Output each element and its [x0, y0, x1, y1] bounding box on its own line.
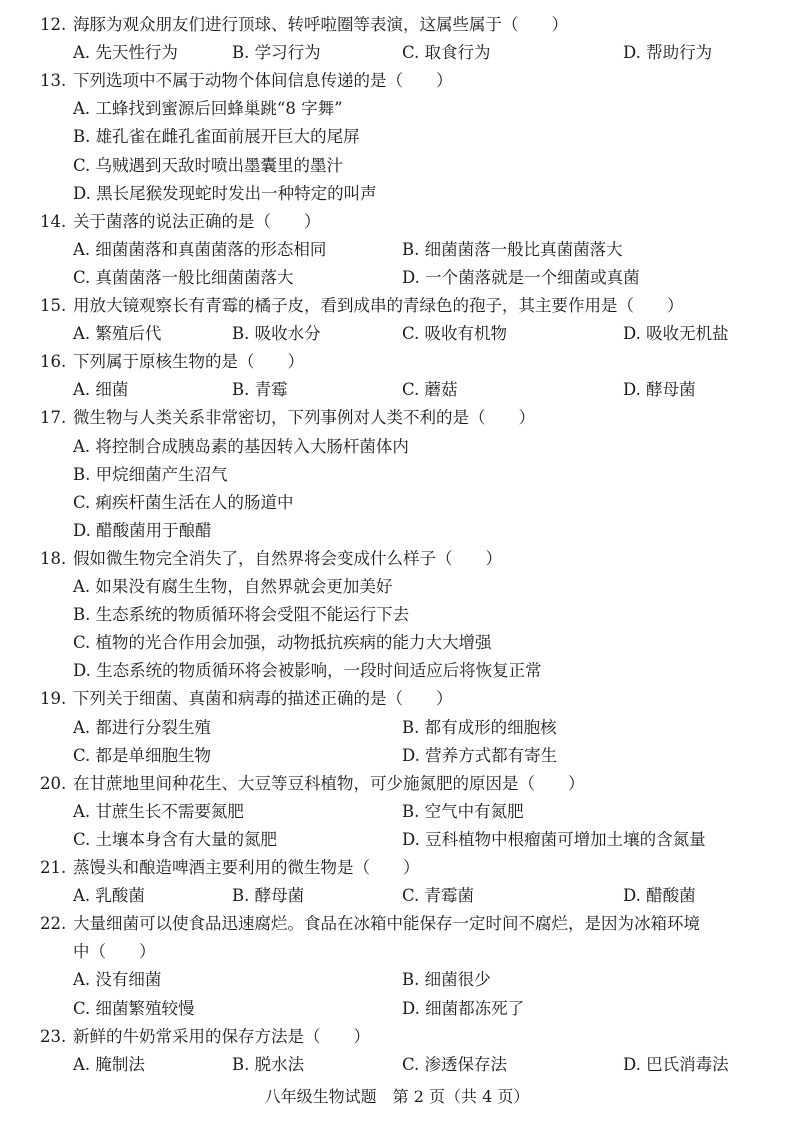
question-number: 23. [40, 1026, 67, 1046]
answer-option: A. 细菌 [73, 380, 129, 400]
question-stem: 海豚为观众朋友们进行顶球、转呼啦圈等表演，这属些属于（ ） [73, 15, 568, 34]
question-stem-line [0, 292, 794, 320]
question-stem-line [0, 685, 794, 713]
question-stem-line [0, 404, 794, 432]
answer-option: A. 细菌菌落和真菌菌落的形态相同 [73, 239, 327, 259]
options-row [0, 320, 794, 348]
question-stem: 假如微生物完全消失了，自然界将会变成什么样子（ ） [73, 548, 502, 568]
question-stem: 微生物与人类关系非常密切，下列事例对人类不利的是（ ） [73, 408, 535, 428]
question-stem-line [0, 545, 794, 573]
answer-option: C. 都是单细胞生物 [73, 745, 212, 765]
answer-option: C. 青霉菌 [402, 886, 475, 906]
answer-option: B. 脱水法 [232, 1054, 305, 1074]
options-row [0, 180, 794, 208]
answer-option: A. 腌制法 [73, 1054, 145, 1074]
question-number: 18. [40, 548, 67, 568]
answer-option: C. 真菌菌落一般比细菌菌落大 [73, 267, 294, 287]
options-row [0, 995, 794, 1023]
question-stem: 下列关于细菌、真菌和病毒的描述正确的是（ ） [73, 689, 453, 709]
answer-option: D. 吸收无机盐 [623, 324, 729, 344]
question-number: 20. [40, 773, 67, 793]
answer-option: D. 巴氏消毒法 [623, 1054, 729, 1074]
answer-option: B. 学习行为 [232, 43, 321, 63]
answer-option: B. 细菌菌落一般比真菌菌落大 [402, 239, 623, 259]
options-row [0, 433, 794, 461]
question-stem-line [0, 208, 794, 236]
options-row [0, 882, 794, 910]
options-row [0, 489, 794, 517]
question-stem: 大量细菌可以使食品迅速腐烂。食品在冰箱中能保存一定时间不腐烂，是因为冰箱环境 [73, 914, 700, 934]
question-stem: 中（ ） [73, 942, 156, 962]
options-row [0, 742, 794, 770]
options-row [0, 95, 794, 123]
question-stem-line [0, 67, 794, 95]
question-number: 13. [40, 71, 67, 91]
answer-option: C. 细菌繁殖较慢 [73, 998, 195, 1018]
question-number: 21. [40, 858, 67, 877]
question-number: 15. [40, 296, 67, 315]
question-number: 16. [40, 352, 67, 372]
options-row [0, 264, 794, 292]
answer-option: A. 将控制合成胰岛素的基因转入大肠杆菌体内 [73, 436, 409, 456]
question-stem-line [0, 11, 794, 39]
answer-option: D. 醋酸菌 [623, 886, 696, 906]
question-number: 19. [40, 689, 67, 709]
options-row [0, 461, 794, 489]
question-stem-line [0, 348, 794, 376]
answer-option: B. 甲烷细菌产生沼气 [73, 464, 228, 484]
answer-option: C. 痢疾杆菌生活在人的肠道中 [73, 492, 294, 512]
answer-option: D. 豆科植物中根瘤菌可增加土壤的含氮量 [402, 829, 706, 849]
answer-option: A. 工蜂找到蜜源后回蜂巢跳“8 字舞” [73, 99, 343, 119]
answer-option: B. 酵母菌 [232, 886, 305, 906]
answer-option: D. 营养方式都有寄生 [402, 745, 558, 765]
answer-option: C. 乌贼遇到天敌时喷出墨囊里的墨汁 [73, 155, 344, 175]
answer-option: A. 都进行分裂生殖 [73, 717, 211, 737]
answer-option: A. 繁殖后代 [73, 324, 162, 344]
options-row [0, 152, 794, 180]
options-row [0, 798, 794, 826]
question-stem: 用放大镜观察长有青霉的橘子皮，看到成串的青绿色的孢子，其主要作用是（ ） [73, 296, 684, 315]
answer-option: D. 细菌都冻死了 [402, 998, 525, 1018]
options-row [0, 236, 794, 264]
answer-option: C. 植物的光合作用会加强，动物抵抗疾病的能力大大增强 [73, 633, 492, 653]
question-stem: 下列选项中不属于动物个体间信息传递的是（ ） [73, 71, 453, 91]
options-row [0, 39, 794, 67]
answer-option: B. 都有成形的细胞核 [402, 717, 557, 737]
options-row [0, 966, 794, 994]
options-row [0, 517, 794, 545]
answer-option: A. 甘蔗生长不需要氮肥 [73, 801, 244, 821]
options-row [0, 573, 794, 601]
options-row [0, 657, 794, 685]
answer-option: D. 黑长尾猴发现蛇时发出一种特定的叫声 [73, 183, 377, 203]
options-row [0, 714, 794, 742]
answer-option: C. 土壤本身含有大量的氮肥 [73, 829, 278, 849]
question-stem: 新鲜的牛奶常采用的保存方法是（ ） [73, 1026, 370, 1046]
options-row [0, 629, 794, 657]
answer-option: A. 先天性行为 [73, 43, 178, 63]
answer-option: B. 吸收水分 [232, 324, 321, 344]
answer-option: B. 青霉 [232, 380, 288, 400]
answer-option: C. 取食行为 [402, 43, 491, 63]
answer-option: B. 细菌很少 [402, 970, 491, 990]
question-number: 22. [40, 914, 67, 934]
answer-option: D. 帮助行为 [623, 43, 713, 63]
question-stem-line [0, 1023, 794, 1051]
question-stem-line [0, 854, 794, 882]
answer-option: B. 雄孔雀在雌孔雀面前展开巨大的尾屏 [73, 127, 360, 147]
question-stem: 在甘蔗地里间种花生、大豆等豆科植物，可少施氮肥的原因是（ ） [73, 773, 585, 793]
question-number: 17. [40, 408, 67, 428]
page-footer: 八年级生物试题 第 2 页（共 4 页） [264, 1087, 530, 1106]
answer-option: C. 渗透保存法 [402, 1054, 508, 1074]
answer-option: D. 醋酸菌用于酿醋 [73, 520, 212, 540]
answer-option: A. 没有细菌 [73, 970, 162, 990]
options-row [0, 826, 794, 854]
options-row [0, 376, 794, 404]
answer-option: A. 如果没有腐生生物，自然界就会更加美好 [73, 577, 393, 596]
question-stem: 关于菌落的说法正确的是（ ） [73, 211, 321, 231]
answer-option: A. 乳酸菌 [73, 886, 145, 906]
options-row [0, 123, 794, 151]
question-number: 12. [40, 15, 67, 34]
options-row [0, 601, 794, 629]
question-number: 14. [40, 211, 67, 231]
question-stem-line [0, 938, 794, 966]
options-row [0, 1051, 794, 1079]
answer-option: C. 蘑菇 [402, 380, 458, 400]
question-stem: 蒸馒头和酿造啤酒主要利用的微生物是（ ） [73, 858, 420, 877]
answer-option: D. 一个菌落就是一个细菌或真菌 [402, 267, 640, 287]
answer-option: B. 生态系统的物质循环将会受阻不能运行下去 [73, 605, 410, 625]
question-stem-line [0, 910, 794, 938]
question-stem-line [0, 770, 794, 798]
answer-option: D. 酵母菌 [623, 380, 696, 400]
question-stem: 下列属于原核生物的是（ ） [73, 352, 304, 372]
answer-option: D. 生态系统的物质循环将会被影响，一段时间适应后将恢复正常 [73, 661, 542, 681]
answer-option: B. 空气中有氮肥 [402, 801, 524, 821]
answer-option: C. 吸收有机物 [402, 324, 508, 344]
